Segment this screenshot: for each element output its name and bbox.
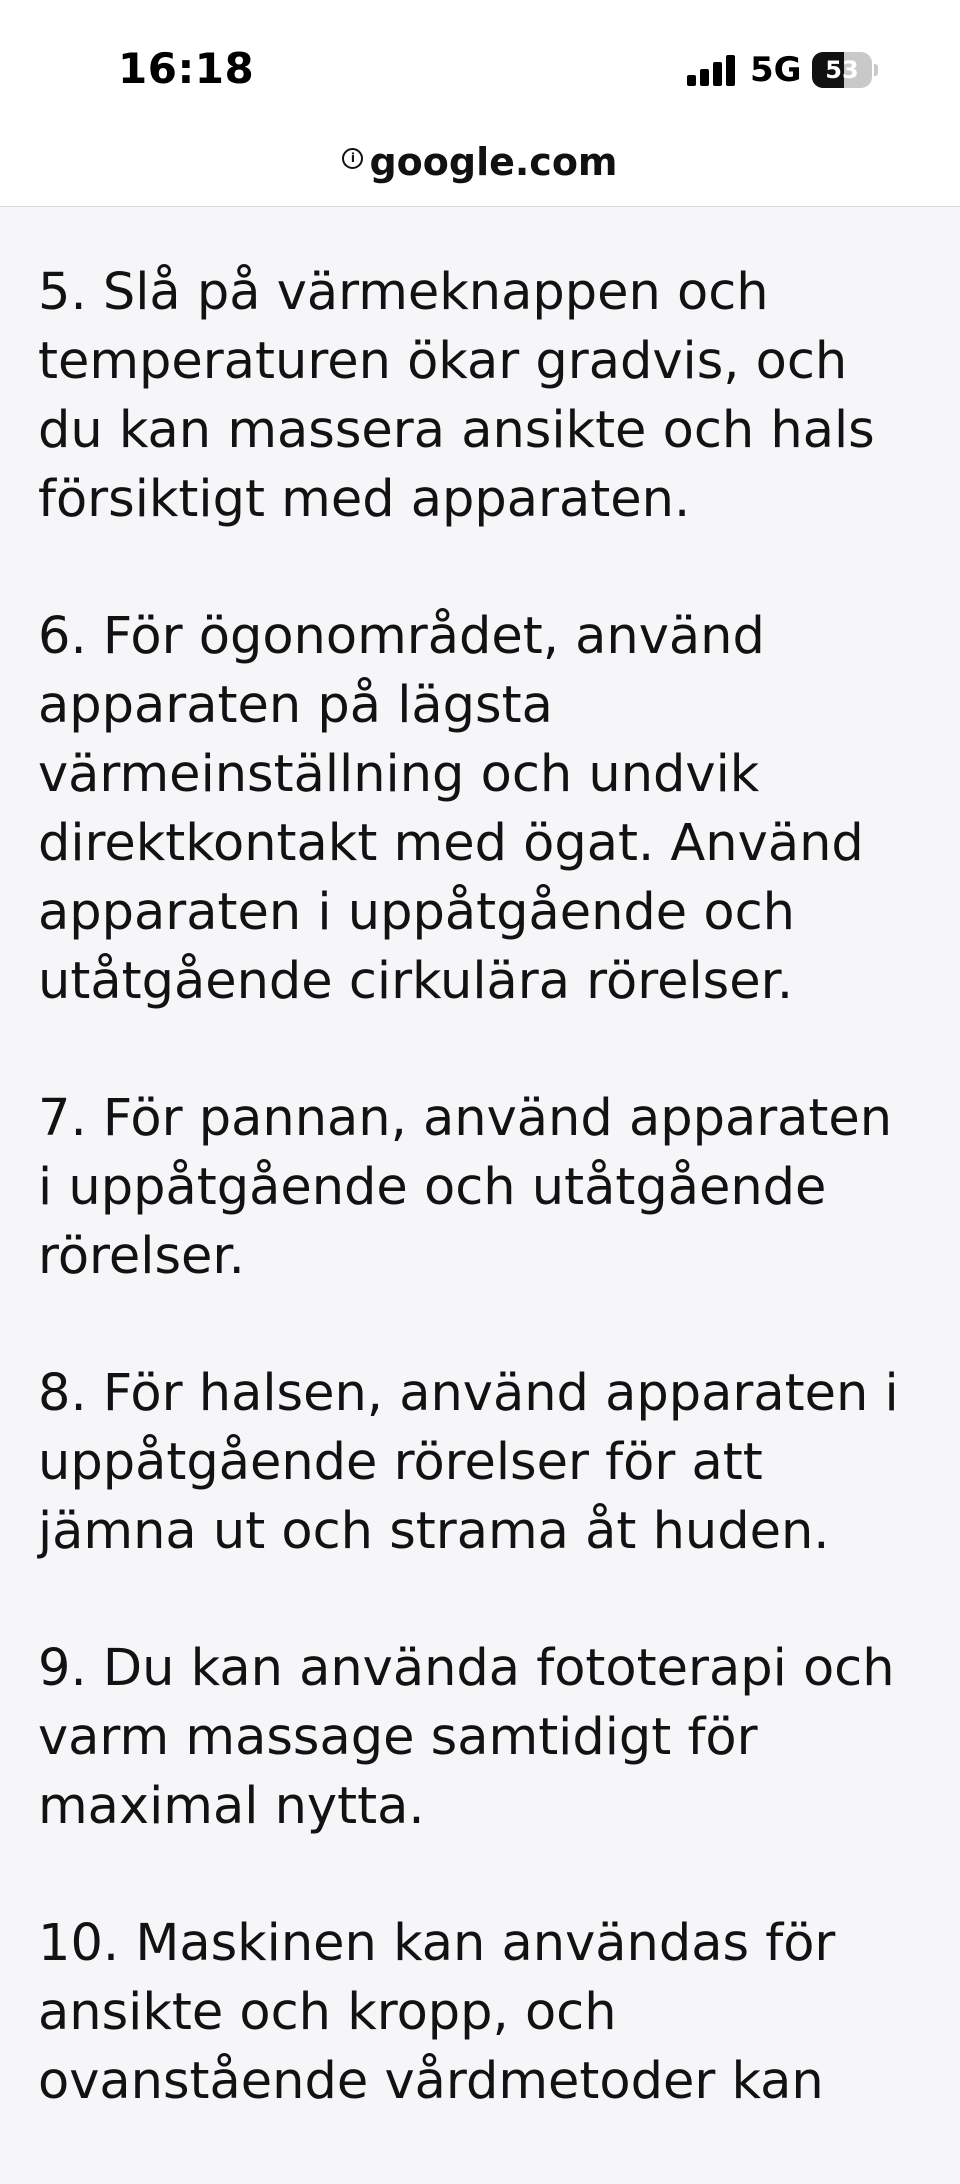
instruction-step: 8. För halsen, använd apparaten i uppåtgående rörelser för att jämna ut och strama åt huden. [38, 1364, 899, 1561]
address-bar[interactable] [0, 140, 960, 184]
battery-icon [812, 52, 876, 88]
cellular-signal-icon [687, 55, 739, 86]
instruction-step: 5. Slå på värmeknappen och temperaturen ökar gradvis, och du kan massera ansikte och hals försiktigt med apparaten. [38, 263, 875, 529]
info-circle-icon[interactable]: i [342, 148, 363, 169]
status-time: 16:18 [118, 44, 255, 93]
instruction-step: 9. Du kan använda fototerapi och varm massage samtidigt för maximal nytta. [38, 1639, 895, 1836]
battery-level: 53 [825, 56, 859, 84]
instruction-step: 10. Maskinen kan användas för ansikte och kropp, och ovanstående vårdmetoder kan [38, 1914, 836, 2111]
instruction-step: 6. För ögonområdet, använd apparaten på lägsta värmeinställning och undvik direktkontakt med ögat. Använd apparaten i uppåtgående och utåtgående cirkulära rörelser. [38, 607, 864, 1011]
instruction-step: 7. För pannan, använd apparaten i uppåtgående och utåtgående rörelser. [38, 1089, 893, 1286]
browser-top-bar [0, 0, 960, 207]
article-body [38, 258, 938, 2184]
network-type: 5G [750, 50, 802, 90]
url-domain[interactable]: google.com [369, 140, 618, 184]
